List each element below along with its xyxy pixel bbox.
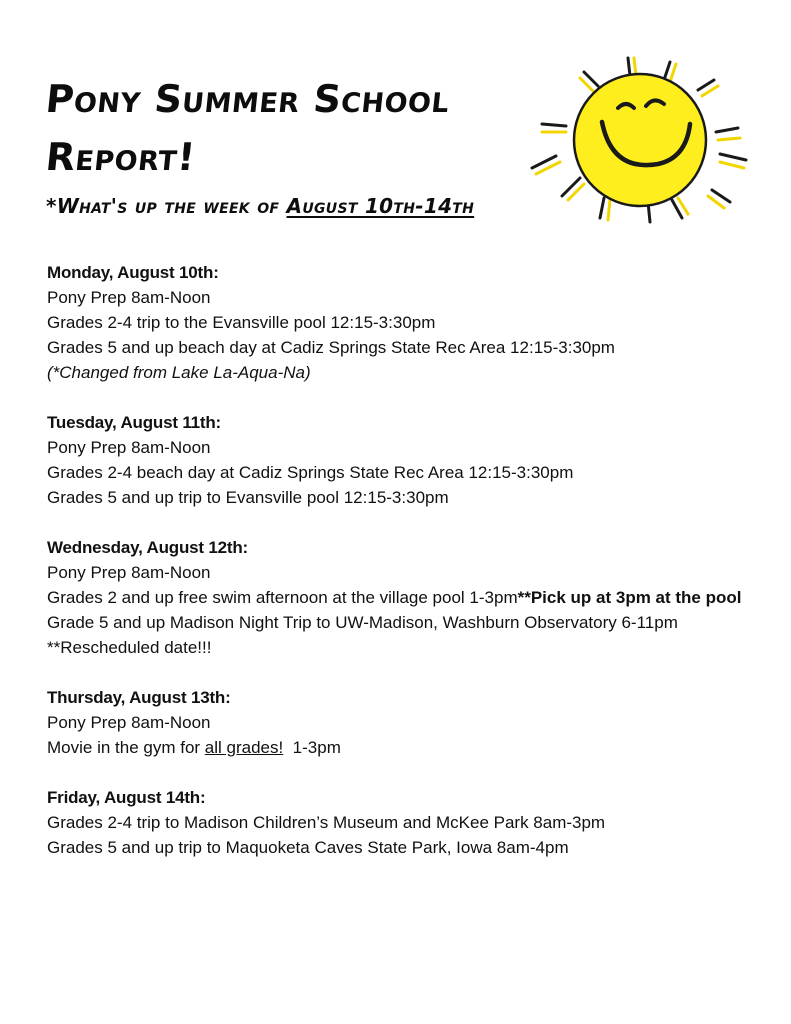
schedule-line: Pony Prep 8am-Noon <box>47 288 211 307</box>
schedule-line: Pony Prep 8am-Noon <box>47 563 211 582</box>
schedule-line-movie <box>47 735 747 760</box>
day-thursday <box>47 685 747 760</box>
day-heading: Wednesday, August 12th: <box>47 538 249 557</box>
page-title-line2: Report! <box>43 135 198 179</box>
day-heading: Tuesday, August 11th: <box>47 413 222 432</box>
schedule-line: Grades 2-4 beach day at Cadiz Springs State Rec Area 12:15-3:30pm <box>47 463 574 482</box>
page-title-line1: Pony Summer School <box>43 77 452 121</box>
movie-all-grades: all grades! <box>204 738 284 757</box>
schedule-line: Pony Prep 8am-Noon <box>47 713 211 732</box>
schedule-line: Grades 5 and up trip to Maquoketa Caves State Park, Iowa 8am-4pm <box>47 838 569 857</box>
schedule-line: Grades 5 and up beach day at Cadiz Springs State Rec Area 12:15-3:30pm <box>47 338 615 357</box>
subtitle-prefix: *What's up the week of <box>46 194 287 218</box>
day-heading: Friday, August 14th: <box>47 788 206 807</box>
schedule-line: Pony Prep 8am-Noon <box>47 438 211 457</box>
weekly-schedule <box>47 260 747 885</box>
schedule-line: Grades 2-4 trip to the Evansville pool 12:15-3:30pm <box>47 313 436 332</box>
page-subtitle <box>46 194 474 218</box>
day-monday <box>47 260 747 385</box>
day-heading: Monday, August 10th: <box>47 263 219 282</box>
day-friday <box>47 785 747 860</box>
schedule-line: Grades 2-4 trip to Madison Children’s Museum and McKee Park 8am-3pm <box>47 813 606 832</box>
schedule-line-night-trip: Grade 5 and up Madison Night Trip to UW-Madison, Washburn Observatory 6-11pm **Rescheduled date!!! <box>47 613 678 657</box>
smiling-sun-icon <box>522 50 762 230</box>
schedule-line: Grades 5 and up trip to Evansville pool 12:15-3:30pm <box>47 488 449 507</box>
schedule-line-swim <box>47 585 747 610</box>
swim-text: Grades 2 and up free swim afternoon at the village pool 1-3pm <box>47 588 518 607</box>
movie-prefix: Movie in the gym for <box>47 738 205 757</box>
schedule-note: (*Changed from Lake La-Aqua-Na) <box>47 363 311 382</box>
movie-suffix: 1-3pm <box>283 738 341 757</box>
pickup-note: **Pick up at 3pm at the pool <box>517 588 742 607</box>
day-heading: Thursday, August 13th: <box>47 688 231 707</box>
day-wednesday <box>47 535 747 660</box>
subtitle-dates: August 10th-14th <box>286 194 475 218</box>
day-tuesday <box>47 410 747 510</box>
